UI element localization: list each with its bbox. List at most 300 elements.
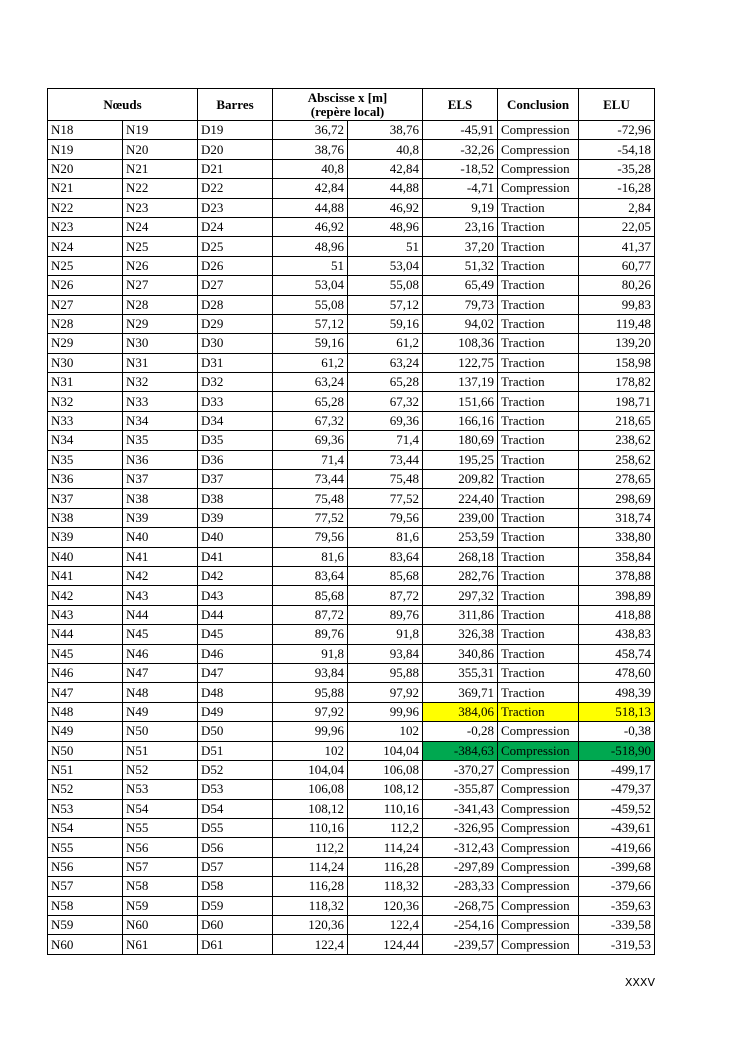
node-start-cell: N27 (48, 295, 123, 314)
bar-cell: D38 (198, 489, 273, 508)
table-row (48, 411, 655, 430)
conclusion-cell: Traction (498, 702, 579, 721)
elu-value-cell: -359,63 (579, 896, 655, 915)
abscissa-end-cell: 53,04 (348, 256, 423, 275)
abscissa-end-cell: 83,64 (348, 547, 423, 566)
els-value-cell: -268,75 (423, 896, 498, 915)
node-end-cell: N44 (123, 605, 198, 624)
node-start-cell: N52 (48, 780, 123, 799)
node-end-cell: N36 (123, 450, 198, 469)
elu-value-cell: 119,48 (579, 314, 655, 333)
table-row (48, 353, 655, 372)
abscissa-end-cell: 108,12 (348, 780, 423, 799)
abscissa-end-cell: 118,32 (348, 877, 423, 896)
elu-value-cell: 60,77 (579, 256, 655, 275)
table-row (48, 547, 655, 566)
node-start-cell: N56 (48, 857, 123, 876)
abscissa-start-cell: 104,04 (273, 760, 348, 779)
node-start-cell: N49 (48, 722, 123, 741)
table-row (48, 198, 655, 217)
elu-value-cell: 518,13 (579, 702, 655, 721)
bar-cell: D45 (198, 625, 273, 644)
bar-cell: D36 (198, 450, 273, 469)
abscissa-end-cell: 46,92 (348, 198, 423, 217)
table-row (48, 605, 655, 624)
bar-cell: D41 (198, 547, 273, 566)
elu-value-cell: 80,26 (579, 276, 655, 295)
els-value-cell: -384,63 (423, 741, 498, 760)
conclusion-cell: Compression (498, 760, 579, 779)
elu-value-cell: 258,62 (579, 450, 655, 469)
elu-value-cell: -0,38 (579, 722, 655, 741)
node-start-cell: N21 (48, 179, 123, 198)
table-row (48, 896, 655, 915)
conclusion-cell: Traction (498, 295, 579, 314)
abscissa-start-cell: 46,92 (273, 217, 348, 236)
bar-cell: D51 (198, 741, 273, 760)
abscissa-start-cell: 65,28 (273, 392, 348, 411)
bar-cell: D48 (198, 683, 273, 702)
conclusion-cell: Traction (498, 431, 579, 450)
conclusion-cell: Traction (498, 373, 579, 392)
node-start-cell: N60 (48, 935, 123, 954)
bar-cell: D53 (198, 780, 273, 799)
table-row (48, 683, 655, 702)
conclusion-cell: Compression (498, 935, 579, 954)
els-value-cell: 166,16 (423, 411, 498, 430)
abscissa-start-cell: 40,8 (273, 159, 348, 178)
abscissa-end-cell: 71,4 (348, 431, 423, 450)
node-end-cell: N24 (123, 217, 198, 236)
node-end-cell: N50 (123, 722, 198, 741)
elu-value-cell: -54,18 (579, 140, 655, 159)
page-number: XXXV (624, 976, 655, 989)
table-row (48, 334, 655, 353)
table-row (48, 722, 655, 741)
abscissa-end-cell: 110,16 (348, 799, 423, 818)
node-end-cell: N38 (123, 489, 198, 508)
table-row (48, 470, 655, 489)
node-end-cell: N42 (123, 566, 198, 585)
abscissa-end-cell: 116,28 (348, 857, 423, 876)
bar-cell: D35 (198, 431, 273, 450)
conclusion-cell: Traction (498, 586, 579, 605)
conclusion-cell: Traction (498, 411, 579, 430)
node-end-cell: N22 (123, 179, 198, 198)
conclusion-cell: Traction (498, 566, 579, 585)
node-end-cell: N49 (123, 702, 198, 721)
bar-cell: D26 (198, 256, 273, 275)
table-row (48, 838, 655, 857)
conclusion-cell: Compression (498, 159, 579, 178)
abscissa-start-cell: 67,32 (273, 411, 348, 430)
conclusion-cell: Traction (498, 470, 579, 489)
abscissa-end-cell: 104,04 (348, 741, 423, 760)
abscissa-end-cell: 55,08 (348, 276, 423, 295)
bar-cell: D31 (198, 353, 273, 372)
abscissa-start-cell: 112,2 (273, 838, 348, 857)
els-value-cell: -370,27 (423, 760, 498, 779)
node-start-cell: N41 (48, 566, 123, 585)
abscissa-end-cell: 112,2 (348, 819, 423, 838)
els-value-cell: -4,71 (423, 179, 498, 198)
elu-value-cell: 318,74 (579, 508, 655, 527)
table-row (48, 799, 655, 818)
table-row (48, 857, 655, 876)
node-end-cell: N20 (123, 140, 198, 159)
abscissa-end-cell: 95,88 (348, 663, 423, 682)
table-row (48, 431, 655, 450)
node-start-cell: N22 (48, 198, 123, 217)
node-start-cell: N57 (48, 877, 123, 896)
abscissa-start-cell: 42,84 (273, 179, 348, 198)
node-end-cell: N31 (123, 353, 198, 372)
table-row (48, 489, 655, 508)
table-row (48, 586, 655, 605)
abscissa-end-cell: 61,2 (348, 334, 423, 353)
table-row (48, 140, 655, 159)
abscissa-start-cell: 79,56 (273, 528, 348, 547)
conclusion-cell: Traction (498, 256, 579, 275)
els-value-cell: -32,26 (423, 140, 498, 159)
table-row (48, 314, 655, 333)
conclusion-cell: Traction (498, 334, 579, 353)
bar-cell: D56 (198, 838, 273, 857)
elu-value-cell: 478,60 (579, 663, 655, 682)
conclusion-cell: Compression (498, 179, 579, 198)
conclusion-cell: Compression (498, 780, 579, 799)
results-table (47, 88, 655, 955)
node-end-cell: N34 (123, 411, 198, 430)
node-start-cell: N38 (48, 508, 123, 527)
abscissa-start-cell: 75,48 (273, 489, 348, 508)
node-end-cell: N41 (123, 547, 198, 566)
conclusion-cell: Traction (498, 314, 579, 333)
conclusion-cell: Traction (498, 276, 579, 295)
node-end-cell: N30 (123, 334, 198, 353)
elu-value-cell: 418,88 (579, 605, 655, 624)
node-end-cell: N32 (123, 373, 198, 392)
conclusion-cell: Traction (498, 605, 579, 624)
bar-cell: D29 (198, 314, 273, 333)
elu-value-cell: -72,96 (579, 121, 655, 140)
abscissa-start-cell: 48,96 (273, 237, 348, 256)
node-start-cell: N32 (48, 392, 123, 411)
table-row (48, 625, 655, 644)
node-start-cell: N54 (48, 819, 123, 838)
table-row (48, 295, 655, 314)
node-start-cell: N19 (48, 140, 123, 159)
elu-value-cell: 438,83 (579, 625, 655, 644)
node-start-cell: N18 (48, 121, 123, 140)
abscissa-start-cell: 57,12 (273, 314, 348, 333)
abscissa-start-cell: 61,2 (273, 353, 348, 372)
node-end-cell: N28 (123, 295, 198, 314)
node-end-cell: N47 (123, 663, 198, 682)
bar-cell: D44 (198, 605, 273, 624)
conclusion-cell: Traction (498, 353, 579, 372)
abscissa-end-cell: 99,96 (348, 702, 423, 721)
els-value-cell: 326,38 (423, 625, 498, 644)
abscissa-end-cell: 77,52 (348, 489, 423, 508)
node-start-cell: N51 (48, 760, 123, 779)
elu-value-cell: 41,37 (579, 237, 655, 256)
bar-cell: D33 (198, 392, 273, 411)
elu-value-cell: 358,84 (579, 547, 655, 566)
els-value-cell: -0,28 (423, 722, 498, 741)
node-end-cell: N35 (123, 431, 198, 450)
header-els: ELS (423, 89, 498, 121)
bar-cell: D28 (198, 295, 273, 314)
abscissa-end-cell: 89,76 (348, 605, 423, 624)
header-barres: Barres (198, 89, 273, 121)
conclusion-cell: Compression (498, 916, 579, 935)
table-row (48, 392, 655, 411)
abscissa-start-cell: 44,88 (273, 198, 348, 217)
conclusion-cell: Compression (498, 819, 579, 838)
conclusion-cell: Traction (498, 508, 579, 527)
node-start-cell: N28 (48, 314, 123, 333)
node-start-cell: N39 (48, 528, 123, 547)
table-row (48, 663, 655, 682)
els-value-cell: -326,95 (423, 819, 498, 838)
conclusion-cell: Compression (498, 896, 579, 915)
table-row (48, 935, 655, 954)
table-header (48, 89, 655, 121)
bar-cell: D55 (198, 819, 273, 838)
elu-value-cell: 2,84 (579, 198, 655, 217)
node-start-cell: N59 (48, 916, 123, 935)
abscissa-end-cell: 120,36 (348, 896, 423, 915)
abscissa-end-cell: 48,96 (348, 217, 423, 236)
node-end-cell: N57 (123, 857, 198, 876)
abscissa-start-cell: 110,16 (273, 819, 348, 838)
abscissa-start-cell: 38,76 (273, 140, 348, 159)
abscissa-start-cell: 87,72 (273, 605, 348, 624)
abscissa-start-cell: 108,12 (273, 799, 348, 818)
conclusion-cell: Compression (498, 857, 579, 876)
bar-cell: D40 (198, 528, 273, 547)
conclusion-cell: Traction (498, 547, 579, 566)
node-start-cell: N53 (48, 799, 123, 818)
elu-value-cell: -339,58 (579, 916, 655, 935)
abscissa-end-cell: 59,16 (348, 314, 423, 333)
node-start-cell: N33 (48, 411, 123, 430)
node-end-cell: N53 (123, 780, 198, 799)
conclusion-cell: Traction (498, 663, 579, 682)
elu-value-cell: -499,17 (579, 760, 655, 779)
header-noeuds: Nœuds (48, 89, 198, 121)
table-row (48, 256, 655, 275)
abscissa-start-cell: 55,08 (273, 295, 348, 314)
abscissa-end-cell: 75,48 (348, 470, 423, 489)
abscissa-start-cell: 97,92 (273, 702, 348, 721)
node-start-cell: N58 (48, 896, 123, 915)
bar-cell: D54 (198, 799, 273, 818)
bar-cell: D50 (198, 722, 273, 741)
abscissa-end-cell: 81,6 (348, 528, 423, 547)
node-start-cell: N47 (48, 683, 123, 702)
bar-cell: D34 (198, 411, 273, 430)
elu-value-cell: 298,69 (579, 489, 655, 508)
elu-value-cell: 338,80 (579, 528, 655, 547)
abscissa-end-cell: 106,08 (348, 760, 423, 779)
elu-value-cell: 498,39 (579, 683, 655, 702)
header-elu: ELU (579, 89, 655, 121)
bar-cell: D27 (198, 276, 273, 295)
abscissa-start-cell: 71,4 (273, 450, 348, 469)
node-end-cell: N21 (123, 159, 198, 178)
node-end-cell: N40 (123, 528, 198, 547)
node-end-cell: N23 (123, 198, 198, 217)
conclusion-cell: Traction (498, 450, 579, 469)
header-row (48, 89, 655, 121)
node-end-cell: N46 (123, 644, 198, 663)
table-row (48, 741, 655, 760)
els-value-cell: 384,06 (423, 702, 498, 721)
elu-value-cell: 458,74 (579, 644, 655, 663)
node-start-cell: N43 (48, 605, 123, 624)
table-row (48, 702, 655, 721)
elu-value-cell: 178,82 (579, 373, 655, 392)
table-row (48, 159, 655, 178)
conclusion-cell: Traction (498, 625, 579, 644)
node-start-cell: N31 (48, 373, 123, 392)
elu-value-cell: 378,88 (579, 566, 655, 585)
abscissa-end-cell: 87,72 (348, 586, 423, 605)
table-row (48, 373, 655, 392)
table-row (48, 121, 655, 140)
elu-value-cell: -319,53 (579, 935, 655, 954)
els-value-cell: -312,43 (423, 838, 498, 857)
bar-cell: D49 (198, 702, 273, 721)
bar-cell: D23 (198, 198, 273, 217)
abscissa-start-cell: 81,6 (273, 547, 348, 566)
abscissa-start-cell: 77,52 (273, 508, 348, 527)
table-row (48, 877, 655, 896)
node-start-cell: N26 (48, 276, 123, 295)
els-value-cell: 65,49 (423, 276, 498, 295)
elu-value-cell: -459,52 (579, 799, 655, 818)
abscissa-start-cell: 118,32 (273, 896, 348, 915)
conclusion-cell: Compression (498, 799, 579, 818)
table-row (48, 276, 655, 295)
abscissa-start-cell: 73,44 (273, 470, 348, 489)
els-value-cell: -254,16 (423, 916, 498, 935)
bar-cell: D22 (198, 179, 273, 198)
node-start-cell: N42 (48, 586, 123, 605)
conclusion-cell: Traction (498, 237, 579, 256)
node-end-cell: N60 (123, 916, 198, 935)
els-value-cell: 122,75 (423, 353, 498, 372)
abscissa-start-cell: 106,08 (273, 780, 348, 799)
node-start-cell: N29 (48, 334, 123, 353)
els-value-cell: 282,76 (423, 566, 498, 585)
table-row (48, 819, 655, 838)
node-start-cell: N46 (48, 663, 123, 682)
els-value-cell: 224,40 (423, 489, 498, 508)
els-value-cell: 180,69 (423, 431, 498, 450)
conclusion-cell: Traction (498, 217, 579, 236)
node-end-cell: N39 (123, 508, 198, 527)
abscissa-start-cell: 69,36 (273, 431, 348, 450)
conclusion-cell: Compression (498, 741, 579, 760)
table-row (48, 528, 655, 547)
els-value-cell: -341,43 (423, 799, 498, 818)
abscissa-start-cell: 93,84 (273, 663, 348, 682)
els-value-cell: 297,32 (423, 586, 498, 605)
table-row (48, 179, 655, 198)
node-end-cell: N58 (123, 877, 198, 896)
conclusion-cell: Traction (498, 489, 579, 508)
abscissa-end-cell: 63,24 (348, 353, 423, 372)
els-value-cell: 268,18 (423, 547, 498, 566)
node-end-cell: N37 (123, 470, 198, 489)
abscissa-end-cell: 38,76 (348, 121, 423, 140)
conclusion-cell: Compression (498, 121, 579, 140)
node-start-cell: N36 (48, 470, 123, 489)
table-row (48, 566, 655, 585)
bar-cell: D43 (198, 586, 273, 605)
node-start-cell: N55 (48, 838, 123, 857)
node-end-cell: N55 (123, 819, 198, 838)
node-start-cell: N30 (48, 353, 123, 372)
els-value-cell: -45,91 (423, 121, 498, 140)
abscissa-end-cell: 40,8 (348, 140, 423, 159)
table-row (48, 916, 655, 935)
els-value-cell: -355,87 (423, 780, 498, 799)
bar-cell: D32 (198, 373, 273, 392)
abscissa-start-cell: 53,04 (273, 276, 348, 295)
node-end-cell: N59 (123, 896, 198, 915)
els-value-cell: 195,25 (423, 450, 498, 469)
abscissa-start-cell: 102 (273, 741, 348, 760)
conclusion-cell: Compression (498, 838, 579, 857)
els-value-cell: 51,32 (423, 256, 498, 275)
elu-value-cell: -439,61 (579, 819, 655, 838)
abscissa-start-cell: 114,24 (273, 857, 348, 876)
abscissa-end-cell: 102 (348, 722, 423, 741)
elu-value-cell: -16,28 (579, 179, 655, 198)
abscissa-start-cell: 51 (273, 256, 348, 275)
elu-value-cell: 99,83 (579, 295, 655, 314)
els-value-cell: 37,20 (423, 237, 498, 256)
conclusion-cell: Traction (498, 644, 579, 663)
bar-cell: D30 (198, 334, 273, 353)
header-abscisse-line2: (repère local) (310, 103, 385, 119)
elu-value-cell: 218,65 (579, 411, 655, 430)
node-start-cell: N48 (48, 702, 123, 721)
bar-cell: D24 (198, 217, 273, 236)
els-value-cell: 209,82 (423, 470, 498, 489)
abscissa-start-cell: 99,96 (273, 722, 348, 741)
abscissa-start-cell: 36,72 (273, 121, 348, 140)
table-row (48, 217, 655, 236)
node-end-cell: N29 (123, 314, 198, 333)
node-start-cell: N24 (48, 237, 123, 256)
header-conclusion: Conclusion (498, 89, 579, 121)
els-value-cell: 137,19 (423, 373, 498, 392)
node-end-cell: N45 (123, 625, 198, 644)
node-end-cell: N56 (123, 838, 198, 857)
abscissa-end-cell: 65,28 (348, 373, 423, 392)
abscissa-start-cell: 63,24 (273, 373, 348, 392)
els-value-cell: -239,57 (423, 935, 498, 954)
els-value-cell: 311,86 (423, 605, 498, 624)
bar-cell: D25 (198, 237, 273, 256)
abscissa-start-cell: 91,8 (273, 644, 348, 663)
elu-value-cell: 22,05 (579, 217, 655, 236)
